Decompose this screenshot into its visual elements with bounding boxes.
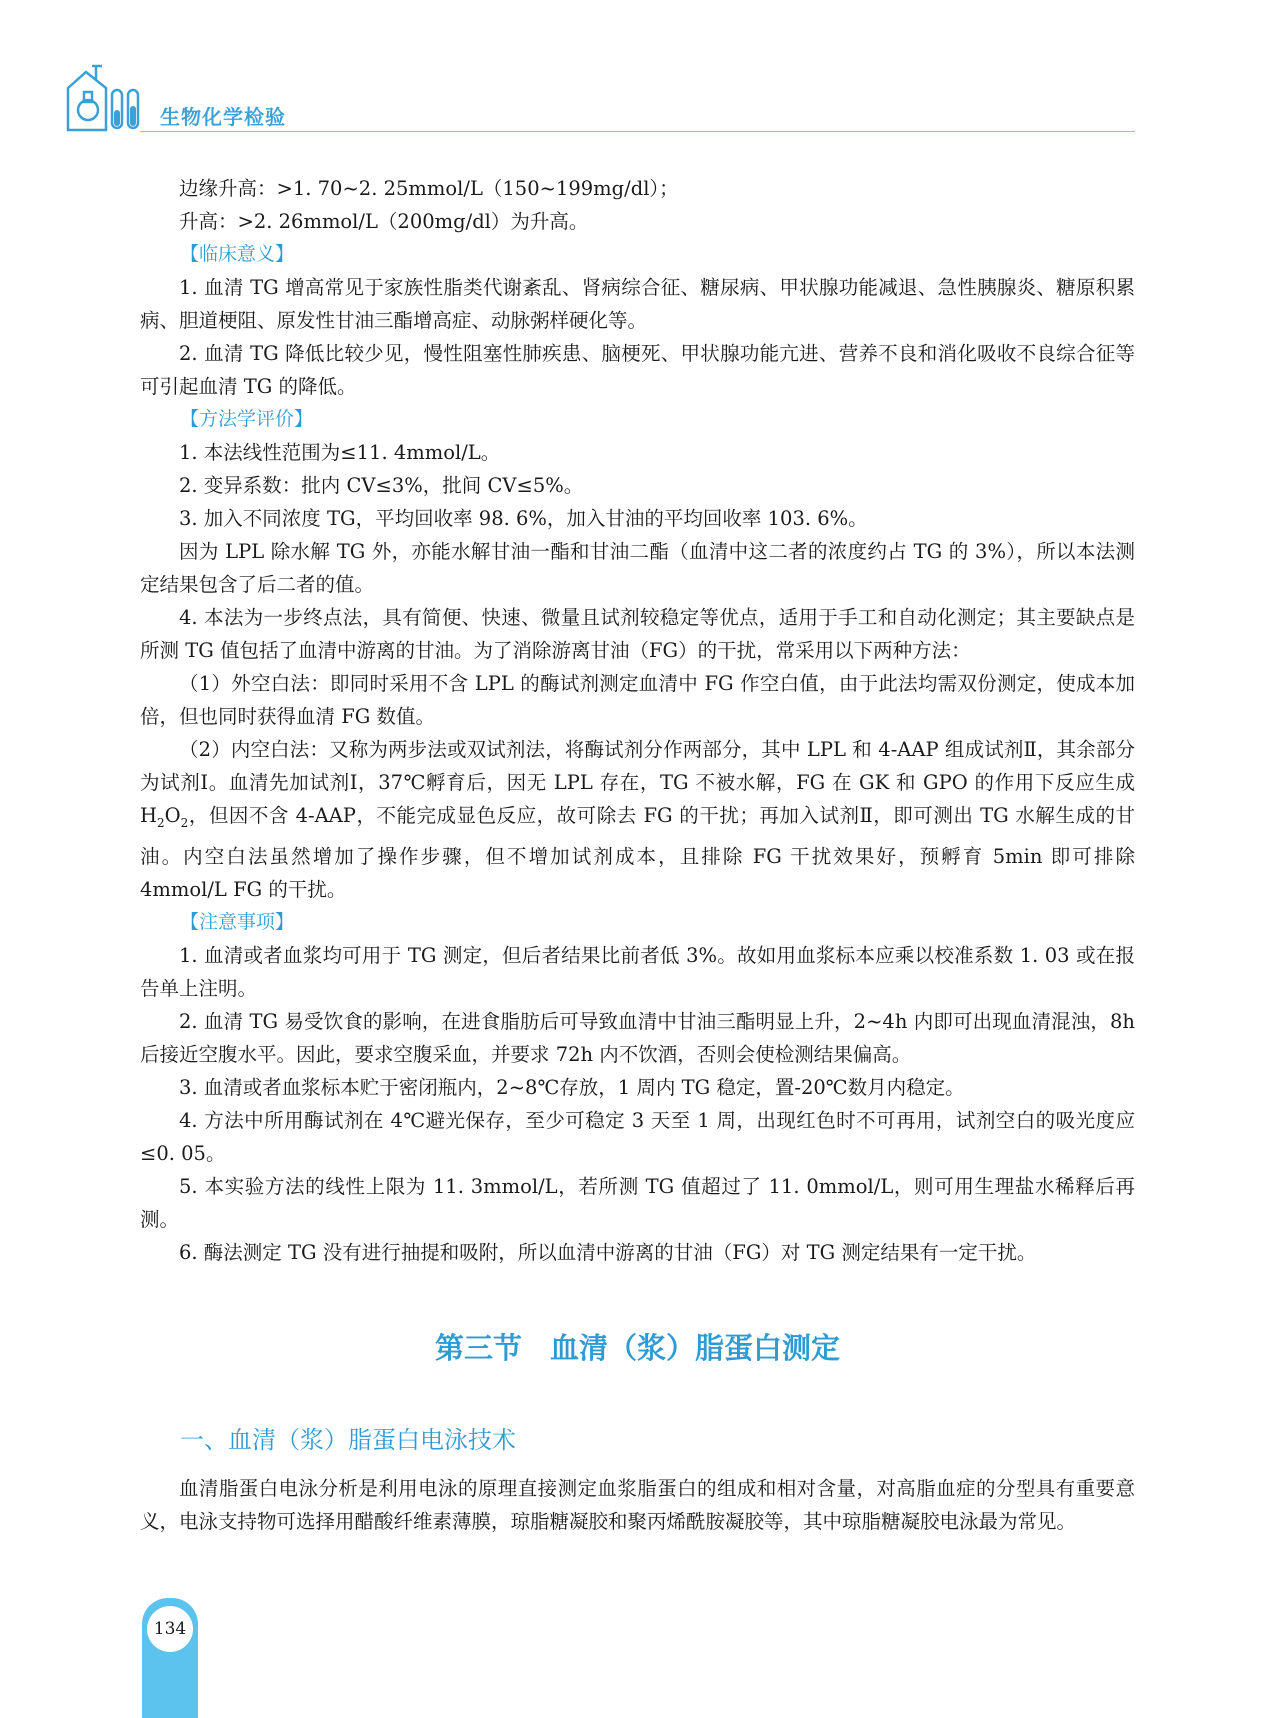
paragraph: 因为 LPL 除水解 TG 外，亦能水解甘油一酯和甘油二酯（血清中这二者的浓度约占 TG 的 3%），所以本法测定结果包含了后二者的值。 xyxy=(140,540,1135,596)
paragraph: 1. 本法线性范围为≤11. 4mmol/L。 xyxy=(179,441,501,464)
paragraph: 2. 血清 TG 易受饮食的影响，在进食脂肪后可导致血清中甘油三酯明显上升，2~4h 内即可出现血清混浊，8h 后接近空腹水平。因此，要求空腹采血，并要求 72h 内不饮酒，否则会使检测结果偏高。 xyxy=(140,1009,1135,1066)
subscript: 2 xyxy=(180,815,189,830)
header-rule xyxy=(140,131,1135,132)
subscript: 2 xyxy=(157,815,165,830)
paragraph-internal-blank xyxy=(140,733,1135,906)
section-number: 第三节 xyxy=(434,1331,522,1365)
paragraph: 4. 方法中所用酶试剂在 4℃避光保存，至少可稳定 3 天至 1 周，出现红色时不可再用，试剂空白的吸光度应≤0. 05。 xyxy=(140,1108,1135,1165)
paragraph: 5. 本实验方法的线性上限为 11. 3mmol/L，若所测 TG 值超过了 11. 0mmol/L，则可用生理盐水稀释后再测。 xyxy=(140,1174,1135,1231)
paragraph: 3. 血清或者血浆标本贮于密闭瓶内，2~8℃存放，1 周内 TG 稳定，置-20℃数月内稳定。 xyxy=(179,1075,965,1099)
label-notes: 【注意事项】 xyxy=(180,910,295,933)
page-body xyxy=(140,172,1135,1269)
paragraph: 升高：>2. 26mmol/L（200mg/dl）为升高。 xyxy=(179,210,589,233)
label-clinical-significance: 【临床意义】 xyxy=(180,243,295,265)
text-run: （2）内空白法：又称为两步法或双试剂法，将酶试剂分作两部分，其中 LPL 和 4-AAP 组成试剂Ⅱ，其余部分为试剂Ⅰ。血清先加试剂Ⅰ，37℃孵育后，因无 LPL 存在，TG 不被水解，FG 在 GK 和 GPO 的作用下反应生成 H xyxy=(140,738,1135,827)
paragraph: 血清脂蛋白电泳分析是利用电泳的原理直接测定血浆脂蛋白的组成和相对含量，对高脂血症的分型具有重要意义，电泳支持物可选择用醋酸纤维素薄膜，琼脂糖凝胶和聚丙烯酰胺凝胶等，其中琼脂糖凝胶电泳最为常见。 xyxy=(140,1477,1135,1533)
lab-flask-logo-icon xyxy=(66,58,146,132)
page-number: 134 xyxy=(147,1606,193,1652)
paragraph: 4. 本法为一步终点法，具有简便、快速、微量且试剂较稳定等优点，适用于手工和自动化测定；其主要缺点是所测 TG 值包括了血清中游离的甘油。为了消除游离甘油（FG）的干扰，常采用以下两种方法： xyxy=(140,606,1135,662)
paragraph: 6. 酶法测定 TG 没有进行抽提和吸附，所以血清中游离的甘油（FG）对 TG 测定结果有一定干扰。 xyxy=(179,1240,1037,1264)
section-title: 血清（浆）脂蛋白测定 xyxy=(550,1331,841,1365)
text-run: ，但因不含 4-AAP，不能完成显色反应，故可除去 FG 的干扰；再加入试剂Ⅱ，即可测出 TG 水解生成的甘油。内空白法虽然增加了操作步骤，但不增加试剂成本，且排除 FG 干扰效果好，预孵育 5min 即可排除 4mmol/L FG 的干扰。 xyxy=(140,804,1135,901)
subsection-heading: 一、血清（浆）脂蛋白电泳技术 xyxy=(180,1426,516,1454)
running-header-title: 生物化学检验 xyxy=(160,105,286,129)
paragraph: 1. 血清 TG 增高常见于家族性脂类代谢紊乱、肾病综合征、糖尿病、甲状腺功能减退、急性胰腺炎、糖原积累病、胆道梗阻、原发性甘油三酯增高症、动脉粥样硬化等。 xyxy=(140,276,1135,332)
paragraph: 2. 血清 TG 降低比较少见，慢性阻塞性肺疾患、脑梗死、甲状腺功能亢进、营养不良和消化吸收不良综合征等可引起血清 TG 的降低。 xyxy=(140,342,1135,398)
paragraph: （1）外空白法：即同时采用不含 LPL 的酶试剂测定血清中 FG 作空白值，由于此法均需双份测定，使成本加倍，但也同时获得血清 FG 数值。 xyxy=(140,672,1135,728)
text-run: O xyxy=(164,804,181,827)
intro-body xyxy=(140,1472,1135,1538)
section-heading xyxy=(0,1326,1275,1367)
paragraph: 1. 血清或者血浆均可用于 TG 测定，但后者结果比前者低 3%。故如用血浆标本应乘以校准系数 1. 03 或在报告单上注明。 xyxy=(140,943,1135,1000)
paragraph: 3. 加入不同浓度 TG，平均回收率 98. 6%，加入甘油的平均回收率 103. 6%。 xyxy=(179,507,868,530)
label-method-evaluation: 【方法学评价】 xyxy=(180,408,314,430)
paragraph: 边缘升高：>1. 70~2. 25mmol/L（150~199mg/dl）； xyxy=(179,177,679,200)
paragraph: 2. 变异系数：批内 CV≤3%，批间 CV≤5%。 xyxy=(179,474,584,497)
